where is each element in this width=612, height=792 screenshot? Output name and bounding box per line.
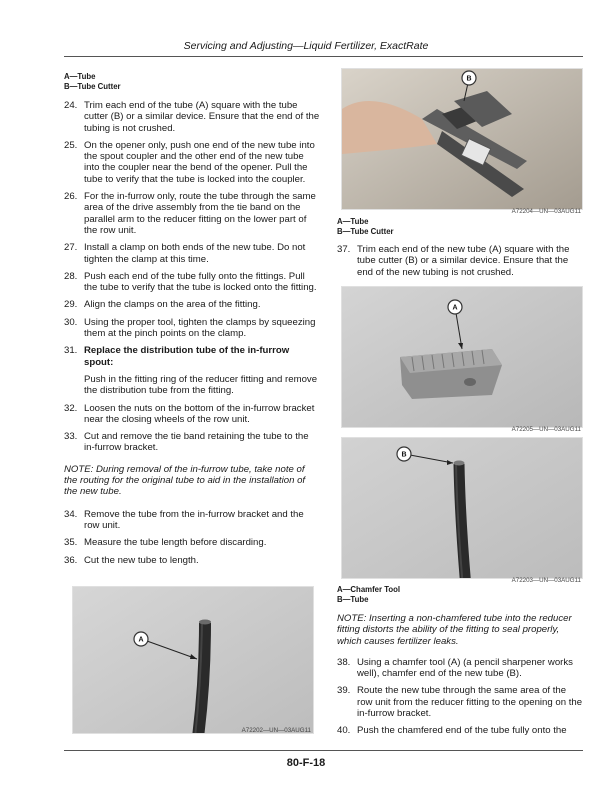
legend-item: B—Tube bbox=[337, 594, 369, 604]
step-33 bbox=[64, 431, 320, 454]
step-30 bbox=[64, 317, 320, 340]
step-number: 39. bbox=[337, 685, 351, 697]
step-number: 32. bbox=[64, 402, 78, 414]
step-number: 33. bbox=[64, 431, 78, 443]
step-number: 36. bbox=[64, 554, 78, 566]
right-legend-2 bbox=[337, 585, 583, 604]
step-title: Replace the distribution tube of the in-furrow spout: bbox=[84, 345, 290, 368]
callout-b: B bbox=[466, 75, 472, 83]
step-text: Push each end of the tube fully onto the fittings. Pull the tube to verify that the tube is locked onto the fitting. bbox=[84, 270, 317, 294]
step-29 bbox=[64, 299, 320, 310]
legend-item: A—Tube bbox=[337, 217, 369, 226]
right-note bbox=[337, 613, 583, 647]
callout-a: A bbox=[138, 636, 144, 644]
step-text: Trim each end of the new tube (A) square with the tube cutter (B) or a similar device. Ensure that the end of the new tubing is not crushed. bbox=[357, 244, 570, 278]
step-26 bbox=[64, 191, 320, 236]
legend-item: B—Tube Cutter bbox=[64, 81, 121, 91]
callout-a: A bbox=[452, 304, 458, 312]
right-column-lower bbox=[337, 585, 583, 743]
step-28 bbox=[64, 271, 320, 294]
step-text: Cut and remove the tie band retaining the tube to the in-furrow bracket. bbox=[84, 431, 309, 454]
step-36 bbox=[64, 555, 320, 566]
step-text: Push the chamfered end of the tube fully onto the bbox=[357, 725, 567, 737]
step-number: 24. bbox=[64, 100, 78, 111]
step-subtext: Push in the fitting ring of the reducer fitting and remove the distribution tube from the fitting. bbox=[84, 373, 318, 397]
note-text: Inserting a non-chamfered tube into the reducer fitting distorts the ability of the fitting to seal properly, which causes fertilizer leaks. bbox=[337, 613, 572, 647]
step-number: 27. bbox=[64, 242, 78, 254]
step-text: Using the proper tool, tighten the clamps by squeezing them at the pinch points on the clamp. bbox=[84, 316, 316, 340]
step-24 bbox=[64, 100, 320, 134]
step-number: 26. bbox=[64, 191, 78, 203]
step-31 bbox=[64, 345, 320, 396]
right-legend-1 bbox=[337, 217, 583, 236]
step-39 bbox=[337, 685, 583, 719]
photo-tube-cutter bbox=[341, 68, 583, 210]
step-text: Install a clamp on both ends of the new tube. Do not tighten the clamp at this time. bbox=[84, 242, 306, 265]
step-37 bbox=[337, 244, 583, 278]
step-text: Loosen the nuts on the bottom of the in-furrow bracket near the closing wheels of the row unit. bbox=[84, 402, 315, 425]
photo-chamfered-tube bbox=[341, 437, 583, 579]
header-rule bbox=[64, 56, 583, 57]
step-text: Align the clamps on the area of the fitting. bbox=[84, 299, 261, 311]
footer-rule bbox=[64, 750, 583, 751]
step-27 bbox=[64, 242, 320, 265]
step-text: Cut the new tube to length. bbox=[84, 554, 199, 566]
running-header: Servicing and Adjusting—Liquid Fertilizer, ExactRate bbox=[183, 40, 429, 52]
tube-cutter-illustration bbox=[342, 69, 582, 209]
callout-b: B bbox=[401, 451, 407, 459]
legend-item: A—Tube bbox=[64, 72, 96, 81]
step-text: Trim each end of the tube (A) square with the tube cutter (B) or a similar device. Ensure that the end of the tubing is not crushed. bbox=[84, 100, 320, 134]
step-35 bbox=[64, 537, 320, 548]
step-number: 34. bbox=[64, 508, 78, 520]
step-text: For the in-furrow only, route the tube through the same area of the drive assembly from the tie band on the parallel arm to the reducer fitting on the lower part of the row unit. bbox=[84, 191, 316, 236]
photo-caption: A72205—UN—03AUG11 bbox=[511, 426, 581, 433]
step-text: Route the new tube through the same area of the row unit from the reducer fitting to the opening on the in-furrow bracket. bbox=[357, 685, 583, 720]
photo-caption: A72204—UN—03AUG11 bbox=[511, 208, 581, 215]
chamfer-tool-illustration bbox=[342, 287, 582, 427]
tube-illustration bbox=[73, 587, 313, 733]
left-note bbox=[64, 464, 320, 498]
left-column bbox=[64, 72, 320, 572]
step-38 bbox=[337, 657, 583, 680]
step-text: Using a chamfer tool (A) (a pencil sharpener works well), chamfer end of the new tube (B). bbox=[357, 656, 573, 680]
step-text: Measure the tube length before discarding. bbox=[84, 537, 267, 549]
step-text: Remove the tube from the in-furrow bracket and the row unit. bbox=[84, 508, 304, 531]
note-label: NOTE: bbox=[337, 613, 367, 624]
right-column-upper bbox=[337, 217, 583, 284]
step-32 bbox=[64, 403, 320, 426]
photo-caption: A72203—UN—03AUG11 bbox=[511, 577, 581, 584]
photo-chamfer-tool bbox=[341, 286, 583, 428]
step-number: 38. bbox=[337, 656, 351, 668]
step-number: 40. bbox=[337, 725, 351, 737]
note-text: During removal of the in-furrow tube, take note of the routing for the original tube to aid in the installation of the new tube. bbox=[64, 463, 306, 498]
step-number: 35. bbox=[64, 537, 78, 549]
step-number: 31. bbox=[64, 345, 78, 357]
step-text: On the opener only, push one end of the new tube into the spout coupler and the other end of the new tube into the coupler near the bend of the opener. Pull the tube to verify that the tube is locked into the coupler. bbox=[84, 139, 315, 185]
page-number: 80-F-18 bbox=[286, 757, 326, 769]
photo-caption: A72202—UN—03AUG11 bbox=[241, 727, 311, 734]
step-number: 29. bbox=[64, 299, 78, 311]
step-number: 25. bbox=[64, 139, 78, 151]
step-34 bbox=[64, 509, 320, 532]
step-number: 28. bbox=[64, 270, 78, 282]
step-number: 37. bbox=[337, 244, 351, 255]
left-legend bbox=[64, 72, 320, 91]
legend-item: A—Chamfer Tool bbox=[337, 585, 401, 594]
step-25 bbox=[64, 140, 320, 185]
step-40 bbox=[337, 725, 583, 736]
note-label: NOTE: bbox=[64, 463, 94, 475]
photo-tube bbox=[72, 586, 314, 734]
legend-item: B—Tube Cutter bbox=[337, 226, 394, 236]
chamfered-tube-illustration bbox=[342, 438, 582, 578]
step-number: 30. bbox=[64, 316, 78, 328]
